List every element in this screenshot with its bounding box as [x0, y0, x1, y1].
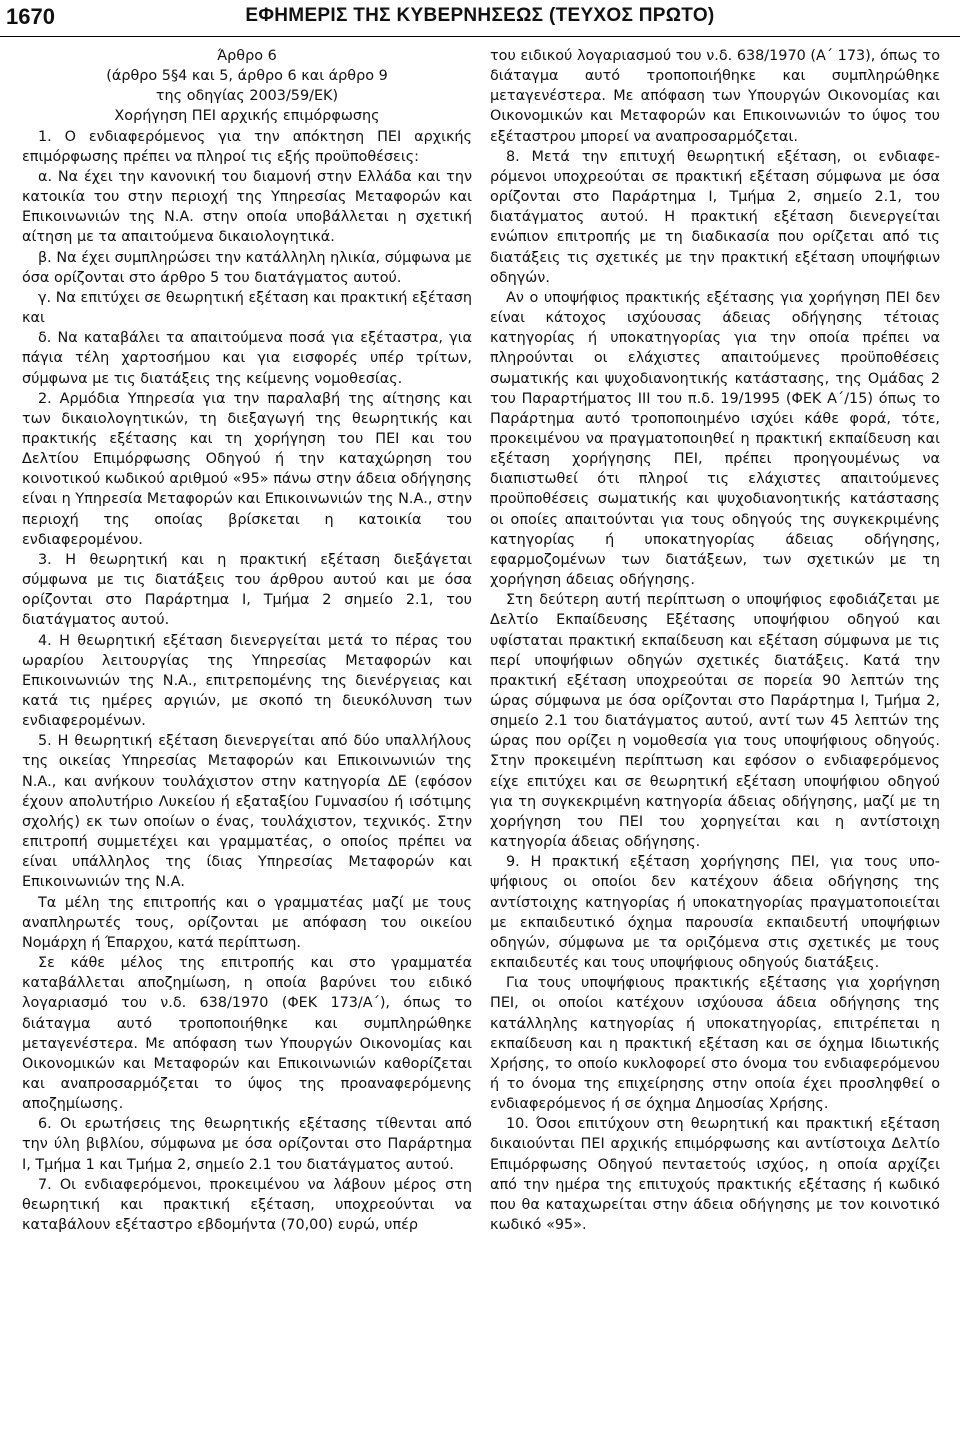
journal-title: ΕΦΗΜΕΡΙΣ ΤΗΣ ΚΥΒΕΡΝΗΣΕΩΣ (ΤΕΥΧΟΣ ΠΡΩΤΟ) — [245, 5, 715, 26]
paragraph: του ειδικού λογαριασμού του ν.δ. 638/1970 (Α΄ 173), όπως το διάταγμα αυτό τροποποιήθηκε και συμπληρώθηκε μεταγενέστερα. Με απόφαση των Υπουργών Οικονομίας και Οικονομικών και Μεταφορών και Επικοινωνιών το ύψος του εξέταστρου μπορεί να αναπροσαρμόζεται. — [490, 48, 940, 145]
paragraph: γ. Να επιτύχει σε θεωρητική εξέταση και πρακτική εξέταση και — [22, 289, 472, 327]
paragraph: 8. Μετά την επιτυχή θεωρητική εξέταση, οι ενδιαφερόμενοι υποχρεούται σε πρακτική εξέταση σύμφωνα με όσα ορίζονται στο Παράρτημα Ι, Τμήμα 2, σημείο 2.1, του διατάγματος αυτού. Η πρακτική εξέταση διενεργείται ενώπιον επιτροπής με τη διαδικασία που ορίζεται από τις διατάξεις τις σχετικές με την πρακτική εξέταση υποψήφιων οδηγών. — [490, 148, 940, 286]
paragraph: β. Να έχει συμπληρώσει την κατάλληλη ηλικία, σύμφωνα με όσα ορίζονται στο άρθρο 5 του διατάγματος αυτού. — [22, 249, 472, 286]
left-column — [22, 46, 472, 1421]
paragraph: δ. Να καταβάλει τα απαιτούμενα ποσά για εξέταστρα, για πάγια τέλη χαρτοσήμου και για εισφορές υπέρ τρίτων, σύμφωνα με τις διατάξεις της κείμενης νομοθεσίας. — [22, 330, 472, 387]
paragraph: α. Να έχει την κανονική του διαμονή στην Ελλάδα και την κατοικία του στην περιοχή της Υπηρεσίας Μεταφορών και Επικοινωνιών της Ν.Α. στην οποία υποβάλλεται η σχετική αίτηση με τα απαιτούμενα δικαιολογητικά. — [22, 168, 472, 246]
paragraph: 1. Ο ενδιαφερόμενος για την απόκτηση ΠΕΙ αρχικής επιμόρφωσης πρέπει να πληροί τις εξής προϋποθέσεις: — [22, 128, 472, 165]
paragraph: 3. Η θεωρητική και η πρακτική εξέταση διεξάγεται σύμφωνα με τις διατάξεις του άρθρου αυτού και με όσα ορίζονται στο Παράρτημα Ι, Τμήμα 2 σημείο 2.1, του διατάγματος αυτού. — [22, 551, 472, 629]
paragraph: 7. Οι ενδιαφερόμενοι, προκειμένου να λάβουν μέρος στη θεωρητική και πρακτική εξέταση, υποχρεούνται να καταβάλουν εξέταστρο εβδομήντα (70,00) ευρώ, υπέρ — [22, 1176, 472, 1234]
paragraph: 9. Η πρακτική εξέταση χορήγησης ΠΕΙ, για τους υποψήφιους οι οποίοι δεν κατέχουν άδεια οδήγησης της αντίστοιχης κατηγορίας ή υποκατηγορίας πραγματοποιείται με εκπαιδευτικό όχημα παρουσία εκπαιδευτή υποψήφιων οδηγών, σύμφωνα με τα οριζόμενα στις σχετικές με τους εκπαιδευτές και τους υποψήφιους οδηγούς διατάξεις. — [490, 854, 940, 972]
paragraph: Αν ο υποψήφιος πρακτικής εξέτασης για χορήγηση ΠΕΙ δεν είναι κάτοχος ισχύουσας άδειας οδήγησης τέτοιας κατηγορίας ή υποκατηγορίας για την οποία πρέπει να πληρούνται οι ελάχιστες απαιτούμενες προϋποθέσεις σωματικής και ψυχοδιανοητικής κατάστασης, της Ομάδας 2 του Παραρτήματος ΙΙΙ του π.δ. 19/1995 (ΦΕΚ Α΄/15) όπως το Παράρτημα αυτό τροποποιημένο ισχύει κάθε φορά, τότε, προκειμένου να πραγματοποιηθεί η πρακτική εκπαίδευση και εξέταση χορήγησης ΠΕΙ, πρέπει προηγουμένως να διαπιστωθεί ότι πληροί τις ελάχιστες απαιτούμενες προϋποθέσεις σωματικής και ψυχοδιανοητικής κατάστασης οι οποίες απαιτούνται για τους οδηγούς της συγκεκριμένης κατηγορίας ή υποκατηγορίας άδειας οδήγησης, εφαρμοζομένων των διατάξεων, των σχετικών με τη χορήγηση άδειας οδήγησης. — [490, 289, 940, 589]
paragraph: 2. Αρμόδια Υπηρεσία για την παραλαβή της αίτησης και των δικαιολογητικών, τη διεξαγωγή της θεωρητικής και πρακτικής εξέτασης και τη χορήγηση του ΠΕΙ και του Δελτίου Επιμόρφωσης Οδηγού ή την καταχώρηση του κοινοτικού κωδικού αριθμού «95» πάνω στην άδεια οδήγησης είναι η Υπηρεσία Μεταφορών και Επικοινωνιών της Ν.Α., στην περιοχή της οποίας βρίσκεται η κατοικία του ενδιαφερομένου. — [22, 390, 472, 548]
article-subtitle: της οδηγίας 2003/59/ΕΚ) — [155, 88, 339, 105]
paragraph: Σε κάθε μέλος της επιτροπής και στο γραμματέα καταβάλλεται αποζημίωση, η οποία βαρύνει του ειδικό λογαριασμό του ν.δ. 638/1970 (ΦΕΚ 173/Α΄), όπως το διάταγμα αυτό τροποποιήθηκε και συμπληρώθηκε μεταγενέστερα. Με απόφαση των Υπουργών Οικονομίας και Οικονομικών και Μεταφορών και Επικοινωνιών καθορίζεται και αναπροσαρμόζεται το ύψος της προαναφερόμενης αποζημίωσης. — [22, 955, 472, 1113]
paragraph: 6. Οι ερωτήσεις της θεωρητικής εξέτασης τίθενται από την ύλη βιβλίου, σύμφωνα με όσα ορίζονται στο Παράρτημα Ι, Τμήμα 1 και Τμήμα 2, σημείο 2.1 του διατάγματος αυτού. — [22, 1116, 472, 1173]
paragraph: 10. Όσοι επιτύχουν στη θεωρητική και πρακτική εξέταση δικαιούνται ΠΕΙ αρχικής επιμόρφωσης και αντίστοιχα Δελτίο Επιμόρφωσης Οδηγού πενταετούς ισχύος, η οποία αρχίζει από την ημέρα της επιτυχούς πρακτικής εξέτασης ή κωδικό που θα καταχωρείται στην άδεια οδήγησης με τον κοινοτικό κωδικό «95». — [490, 1116, 940, 1234]
right-column — [490, 46, 940, 1421]
article-title: Άρθρο 6 — [217, 48, 277, 64]
paragraph: Στη δεύτερη αυτή περίπτωση ο υποψήφιος εφοδιάζεται με Δελτίο Εκπαίδευσης Εξέτασης υποψήφιου οδηγού και υφίσταται πρακτική εκπαίδευση και εξέταση σύμφωνα με τις περί υποψήφιων οδηγών σχετικές διατάξεις. Κατά την πρακτική εξέταση υποχρεούται σε πορεία 90 λεπτών της ώρας σύμφωνα με όσα ορίζονται στο Παράρτημα Ι, Τμήμα 2, σημείο 2.1 του διατάγματος αυτού, αντί των 45 λεπτών της ώρας που ορίζει η νομοθεσία για τους υποψήφιους οδηγούς. Στην προκειμένη περίπτωση και εφόσον ο ενδιαφερόμενος είχε επιτύχει και σε θεωρητική εξέταση υποψήφιου οδηγού για τη συγκεκριμένη κατηγορία άδειας οδήγησης, μαζί με τη χορήγηση του ΠΕΙ του χορηγείται και η αντίστοιχη κατηγορία άδειας οδήγησης. — [490, 592, 940, 851]
paragraph: 4. Η θεωρητική εξέταση διενεργείται μετά το πέρας του ωραρίου λειτουργίας της Υπηρεσίας Μεταφορών και Επικοινωνιών της Ν.Α., επιτρεπομένης της διενέργειας και κατά τις ημέρες αργιών, με σκοπό τη διευκόλυνση των ενδιαφερομένων. — [22, 632, 472, 730]
paragraph: Τα μέλη της επιτροπής και ο γραμματέας μαζί με τους αναπληρωτές τους, ορίζονται με απόφαση του οικείου Νομάρχη ή Έπαρχου, κατά περίπτωση. — [22, 894, 472, 951]
page-number: 1670 — [6, 4, 55, 29]
paragraph: 5. Η θεωρητική εξέταση διενεργείται από δύο υπαλλήλους της οικείας Υπηρεσίας Μεταφορών και Επικοινωνιών της Ν.Α., και ανήκουν τουλάχιστον στην κατηγορία ΔΕ (εφόσον έχουν απολυτήριο Λυκείου ή εξαταξίου Γυμνασίου ή ισότιμης σχολής) εκ των οποίων ο ένας, τουλάχιστον, τεχνικός. Στην επιτροπή συμμετέχει και γραμματέας, ο οποίος πρέπει να είναι υπάλληλος της ίδιας Υπηρεσίας Μεταφορών και Επικοινωνιών της Ν.Α. — [22, 733, 472, 891]
paragraph: Για τους υποψήφιους πρακτικής εξέτασης για χορήγηση ΠΕΙ, οι οποίοι κατέχουν ισχύουσα άδεια οδήγησης της κατάλληλης κατηγορίας ή υποκατηγορίας, επιτρέπεται η εκπαίδευση και η πρακτική εξέταση και σε όχημα Ιδιωτικής Χρήσης, το οποίο κυκλοφορεί στο όνομα του ενδιαφερόμενου ή το όνομα της επιχείρησης στην οποία έχει προσληφθεί ο ενδιαφερόμενος ή σε όχημα Δημοσίας Χρήσης. — [490, 975, 940, 1113]
article-subtitle: (άρθρο 5§4 και 5, άρθρο 6 και άρθρο 9 — [106, 68, 388, 85]
article-subtitle: Χορήγηση ΠΕΙ αρχικής επιμόρφωσης — [114, 108, 380, 125]
article-heading — [22, 46, 472, 127]
page-header — [0, 0, 960, 37]
